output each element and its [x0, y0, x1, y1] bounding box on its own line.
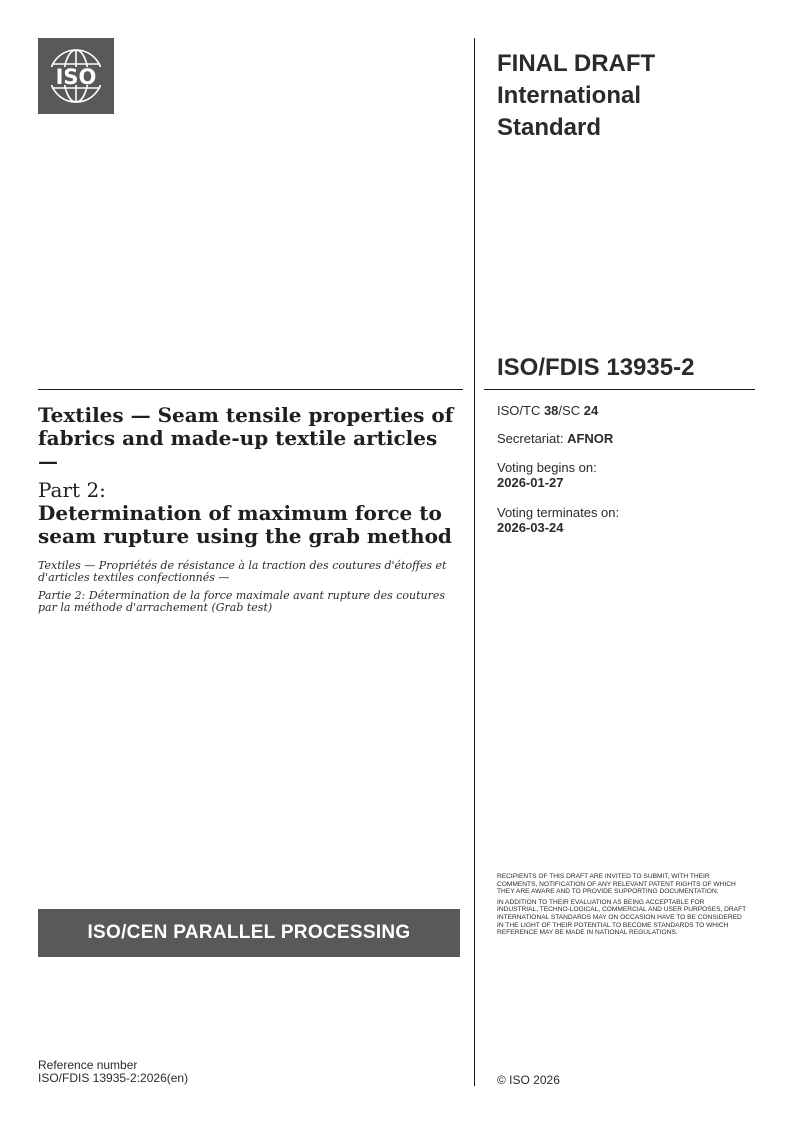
iso-globe-logo-icon: [38, 38, 114, 114]
document-status-header: [497, 48, 757, 144]
doc-type-line2: Standard: [497, 114, 602, 141]
svg-text:ISO: ISO: [55, 65, 97, 89]
draft-notice: [497, 873, 747, 940]
french-part-title: Partie 2: Détermination de la force maximale avant rupture des coutures par la méthode d'arrachement (Grab test): [38, 589, 446, 614]
parallel-processing-banner: ISO/CEN PARALLEL PROCESSING: [38, 909, 460, 957]
main-title: Textiles — Seam tensile properties of fabrics and made-up textile articles —: [38, 403, 454, 473]
secretariat-line: Secretariat: AFNOR: [497, 431, 614, 446]
voting-terminates: Voting terminates on: 2026-03-24: [497, 505, 620, 535]
iso-logo: [38, 38, 114, 114]
copyright: © ISO 2026: [497, 1073, 560, 1087]
doc-type-line1: International: [497, 82, 642, 109]
part-label: Part 2:: [38, 478, 106, 502]
standard-number: ISO/FDIS 13935-2: [497, 354, 695, 381]
title-rule: [38, 389, 463, 390]
french-main-title: Textiles — Propriétés de résistance à la traction des coutures d'étoffes et d'articles textiles confectionnés —: [38, 559, 447, 584]
reference-label: Reference number: [38, 1058, 138, 1072]
voting-begins: Voting begins on: 2026-01-27: [497, 460, 597, 490]
number-rule: [484, 389, 755, 390]
part-title: Determination of maximum force to seam rupture using the grab method: [38, 501, 452, 548]
reference-value: ISO/FDIS 13935-2:2026(en): [38, 1071, 189, 1085]
notice-paragraph-1: RECIPIENTS OF THIS DRAFT ARE INVITED TO SUBMIT, WITH THEIR COMMENTS, NOTIFICATION OF ANY RELEVANT PATENT RIGHTS OF WHICH THEY ARE AWARE AND TO PROVIDE SUPPORTING DOCUMENTATION.: [497, 873, 736, 896]
notice-paragraph-2: IN ADDITION TO THEIR EVALUATION AS BEING ACCEPTABLE FOR INDUSTRIAL, TECHNO-LOGICAL, COMMERCIAL AND USER PURPOSES, DRAFT INTERNATIONAL STANDARDS MAY ON OCCASION HAVE TO BE CONSIDERED IN THE LIGHT OF THEIR POTENTIAL TO BECOME STANDARDS TO WHICH REFERENCE MAY BE MADE IN NATIONAL REGULATIONS.: [497, 898, 747, 937]
title-block: [38, 404, 458, 614]
reference-number: [38, 1059, 188, 1085]
committee-line: ISO/TC 38/SC 24: [497, 403, 599, 418]
status-label: FINAL DRAFT: [497, 50, 656, 77]
column-divider: [474, 38, 475, 1086]
